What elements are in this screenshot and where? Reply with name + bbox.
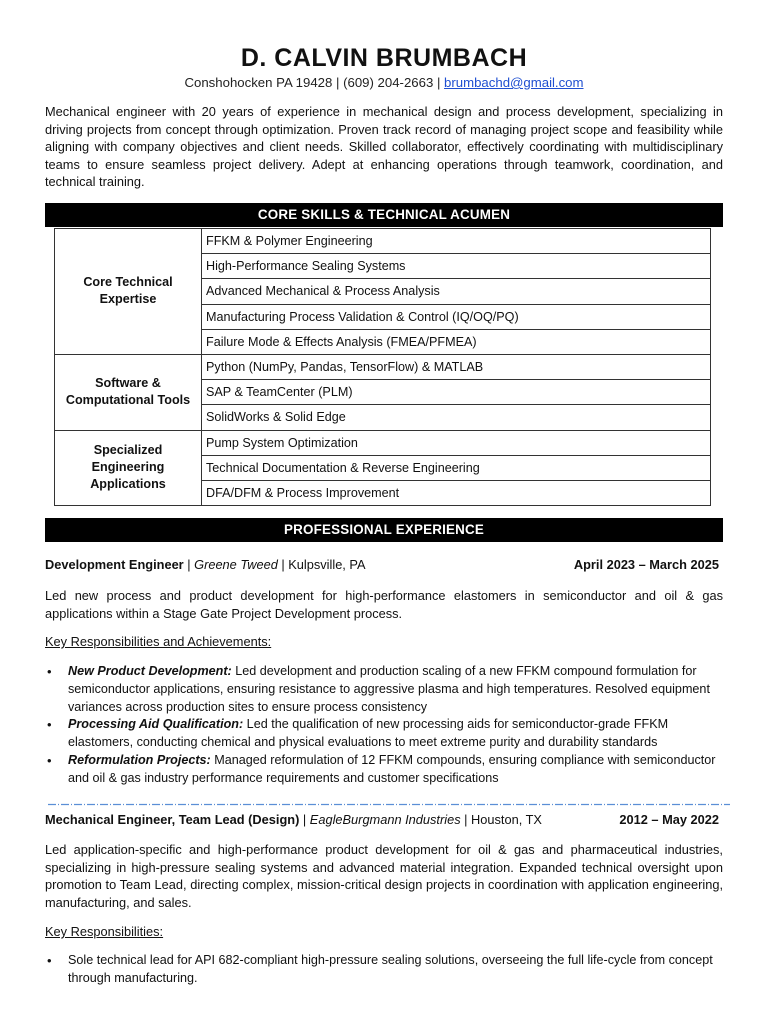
job-company: Greene Tweed <box>194 557 278 572</box>
bullet-text: Led the qualification of new processing aids for semiconductor-grade FFKM elastomers, conducting chemical and physical evaluations to meet extreme purity and durability standards <box>68 717 669 750</box>
skill-item: Technical Documentation & Reverse Engineering <box>202 455 711 480</box>
contact-line <box>0 75 768 90</box>
bullet-text: Led development and production scaling of a new FFKM compound formulation for semiconductor applications, ensuring resistance to aggressive plasma and high temperatures. Resolved equipment variances across production sites to ensure process consistency <box>68 664 710 714</box>
list-item <box>45 752 723 788</box>
job-role: Mechanical Engineer, Team Lead (Design) <box>45 812 300 827</box>
bullet-text: Sole technical lead for API 682-compliant high-pressure sealing solutions, overseeing the full life-cycle from concept through manufacturing. <box>68 953 713 985</box>
job-role: Development Engineer <box>45 557 184 572</box>
job-header <box>45 557 723 572</box>
list-item <box>45 716 723 752</box>
skill-item: SAP & TeamCenter (PLM) <box>202 380 711 405</box>
skill-item: Manufacturing Process Validation & Control (IQ/OQ/PQ) <box>202 304 711 329</box>
skill-item: High-Performance Sealing Systems <box>202 254 711 279</box>
achievement-list <box>45 663 723 788</box>
experience-section-banner: PROFESSIONAL EXPERIENCE <box>45 518 723 542</box>
skill-category-line: Software & <box>95 376 161 391</box>
skills-table <box>54 228 711 506</box>
skill-item: SolidWorks & Solid Edge <box>202 405 711 430</box>
separator: | <box>183 557 195 572</box>
bullet-lead: New Product Development: <box>68 664 232 678</box>
separator: | <box>277 557 289 572</box>
skill-category <box>55 354 202 430</box>
table-row <box>55 354 711 379</box>
skill-item: Python (NumPy, Pandas, TensorFlow) & MATLAB <box>202 354 711 379</box>
key-responsibilities-heading: Key Responsibilities and Achievements: <box>45 634 272 649</box>
job-description: Led new process and product development for high-performance elastomers in semiconductor and oil & gas applications within a Stage Gate Project Development process. <box>45 588 723 621</box>
job-dates: 2012 – May 2022 <box>619 812 719 827</box>
job-company: EagleBurgmann Industries <box>309 812 461 827</box>
bullet-lead: Processing Aid Qualification: <box>68 717 244 732</box>
separator: | <box>299 812 310 827</box>
job-header <box>45 812 723 827</box>
skill-item: DFA/DFM & Process Improvement <box>202 480 711 505</box>
job-dates: April 2023 – March 2025 <box>573 557 719 572</box>
skills-section-banner: CORE SKILLS & TECHNICAL ACUMEN <box>45 203 723 227</box>
skill-category-line: Specialized Engineering <box>91 443 165 475</box>
candidate-name: D. CALVIN BRUMBACH <box>240 44 528 72</box>
skill-item: Advanced Mechanical & Process Analysis <box>202 279 711 304</box>
skill-category-line: Computational Tools <box>65 393 191 408</box>
list-item <box>45 952 723 988</box>
email-link[interactable]: brumbachd@gmail.com <box>444 75 584 90</box>
job-location: Kulpsville, PA <box>288 557 366 572</box>
skill-category-line: Applications <box>90 477 166 492</box>
table-row <box>55 430 711 455</box>
skill-category <box>55 430 202 506</box>
list-item <box>45 663 723 716</box>
key-responsibilities-heading: Key Responsibilities: <box>45 924 164 939</box>
contact-details: Conshohocken PA 19428 | (609) 204-2663 | <box>184 75 445 90</box>
skill-item: Pump System Optimization <box>202 430 711 455</box>
skill-category: Core Technical Expertise <box>55 229 202 355</box>
skill-item: FFKM & Polymer Engineering <box>202 229 711 254</box>
separator: | <box>460 812 472 827</box>
job-description: Led application-specific and high-performance product development for oil & gas and pharmaceutical industries, specializing in high-pressure sealing systems and advanced material integration. Expanded technical oversight upon promotion to Team Lead, directing complex, mission-critical design projects in coordination with application engineering, manufacturing, and sales. <box>45 842 723 910</box>
responsibility-list <box>45 952 723 988</box>
job-location: Houston, TX <box>471 812 542 827</box>
bullet-text: Managed reformulation of 12 FFKM compounds, ensuring compliance with semiconductor and oil & gas industry performance requirements and customer specifications <box>68 752 716 785</box>
skill-item: Failure Mode & Effects Analysis (FMEA/PFMEA) <box>202 329 711 354</box>
table-row <box>55 229 711 254</box>
section-divider <box>48 803 730 806</box>
bullet-lead: Reformulation Projects: <box>68 752 211 767</box>
professional-summary: Mechanical engineer with 20 years of experience in mechanical design and process development, specializing in driving projects from concept through optimization. Proven track record of managing project scope and feasibility while aligning with company objectives and client needs. Skilled collaborator, effectively coordinating with multidisciplinary teams to ensure seamless project delivery. Adept at enhancing operations through teamwork, coordination, and technical training. <box>45 104 723 190</box>
